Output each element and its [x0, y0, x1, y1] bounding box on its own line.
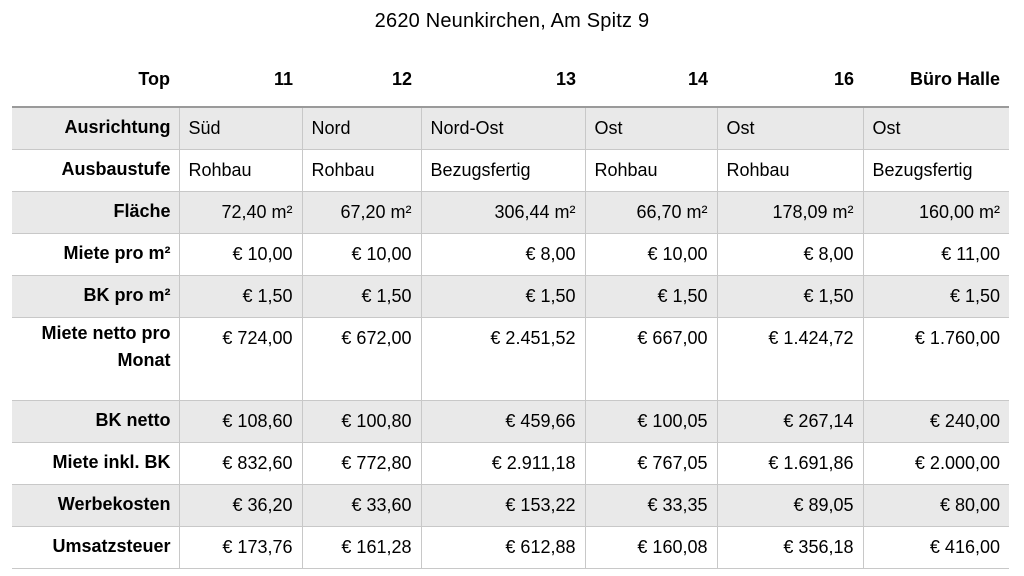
- table-cell: 306,44 m²: [421, 191, 585, 233]
- table-row: [12, 233, 1009, 275]
- table-cell: € 80,00: [863, 484, 1009, 526]
- table-cell: € 36,20: [179, 484, 302, 526]
- table-cell: € 108,60: [179, 400, 302, 442]
- row-label: Fläche: [12, 191, 179, 233]
- table-cell: € 724,00: [179, 317, 302, 400]
- table-cell: Ost: [717, 107, 863, 149]
- table-cell: € 1,50: [717, 275, 863, 317]
- table-cell: € 153,22: [421, 484, 585, 526]
- table-cell: € 772,80: [302, 442, 421, 484]
- table-cell: € 267,14: [717, 400, 863, 442]
- header-cell-16: 16: [717, 60, 863, 107]
- table-cell: € 1.760,00: [863, 317, 1009, 400]
- table-cell: € 1.424,72: [717, 317, 863, 400]
- table-cell: Bezugsfertig: [421, 149, 585, 191]
- row-label: Miete pro m²: [12, 233, 179, 275]
- table-row: [12, 107, 1009, 149]
- table-cell: € 10,00: [585, 233, 717, 275]
- property-address: 2620 Neunkirchen, Am Spitz 9: [374, 10, 650, 32]
- header-cell-top: Top: [12, 60, 179, 107]
- rental-table: [12, 60, 1009, 569]
- table-cell: € 1,50: [863, 275, 1009, 317]
- table-cell: € 160,08: [585, 526, 717, 568]
- table-cell: € 1,50: [179, 275, 302, 317]
- table-row: [12, 484, 1009, 526]
- row-label: Ausbaustufe: [12, 149, 179, 191]
- table-row: [12, 526, 1009, 568]
- row-label: Umsatzsteuer: [12, 526, 179, 568]
- table-cell: € 2.451,52: [421, 317, 585, 400]
- header-cell-12: 12: [302, 60, 421, 107]
- table-cell: Rohbau: [179, 149, 302, 191]
- table-cell: 178,09 m²: [717, 191, 863, 233]
- table-row: [12, 191, 1009, 233]
- table-cell: € 161,28: [302, 526, 421, 568]
- table-cell: Ost: [585, 107, 717, 149]
- header-cell-buero-halle: Büro Halle: [863, 60, 1009, 107]
- table-cell: € 1,50: [585, 275, 717, 317]
- table-cell: € 10,00: [302, 233, 421, 275]
- table-row: [12, 400, 1009, 442]
- row-label: Werbekosten: [12, 484, 179, 526]
- table-cell: € 2.000,00: [863, 442, 1009, 484]
- row-label: Ausrichtung: [12, 107, 179, 149]
- table-cell: € 33,60: [302, 484, 421, 526]
- table-cell: € 1,50: [302, 275, 421, 317]
- table-cell: € 2.911,18: [421, 442, 585, 484]
- table-row: [12, 442, 1009, 484]
- table-cell: € 173,76: [179, 526, 302, 568]
- table-cell: Rohbau: [717, 149, 863, 191]
- row-label: BK netto: [12, 400, 179, 442]
- table-cell: € 612,88: [421, 526, 585, 568]
- table-cell: 66,70 m²: [585, 191, 717, 233]
- table-cell: Nord: [302, 107, 421, 149]
- row-label: BK pro m²: [12, 275, 179, 317]
- table-row: [12, 149, 1009, 191]
- table-cell: € 1.691,86: [717, 442, 863, 484]
- table-cell: € 672,00: [302, 317, 421, 400]
- table-cell: Rohbau: [302, 149, 421, 191]
- table-cell: Süd: [179, 107, 302, 149]
- header-cell-11: 11: [179, 60, 302, 107]
- table-cell: € 667,00: [585, 317, 717, 400]
- table-cell: € 100,80: [302, 400, 421, 442]
- table-cell: € 416,00: [863, 526, 1009, 568]
- table-cell: € 11,00: [863, 233, 1009, 275]
- table-cell: € 33,35: [585, 484, 717, 526]
- table-cell: 160,00 m²: [863, 191, 1009, 233]
- table-cell: € 100,05: [585, 400, 717, 442]
- table-header-row: [12, 60, 1009, 107]
- table-cell: € 8,00: [421, 233, 585, 275]
- table-cell: Bezugsfertig: [863, 149, 1009, 191]
- row-label: Miete netto pro Monat: [12, 317, 179, 400]
- header-cell-13: 13: [421, 60, 585, 107]
- table-cell: € 8,00: [717, 233, 863, 275]
- table-cell: € 240,00: [863, 400, 1009, 442]
- header-cell-14: 14: [585, 60, 717, 107]
- table-row: [12, 317, 1009, 400]
- table-row: [12, 275, 1009, 317]
- table-cell: € 1,50: [421, 275, 585, 317]
- table-cell: 67,20 m²: [302, 191, 421, 233]
- table-cell: € 459,66: [421, 400, 585, 442]
- table-cell: € 767,05: [585, 442, 717, 484]
- table-cell: Ost: [863, 107, 1009, 149]
- table-cell: € 356,18: [717, 526, 863, 568]
- table-cell: Nord-Ost: [421, 107, 585, 149]
- table-cell: € 10,00: [179, 233, 302, 275]
- table-cell: 72,40 m²: [179, 191, 302, 233]
- table-cell: € 832,60: [179, 442, 302, 484]
- row-label: Miete inkl. BK: [12, 442, 179, 484]
- table-cell: Rohbau: [585, 149, 717, 191]
- table-cell: € 89,05: [717, 484, 863, 526]
